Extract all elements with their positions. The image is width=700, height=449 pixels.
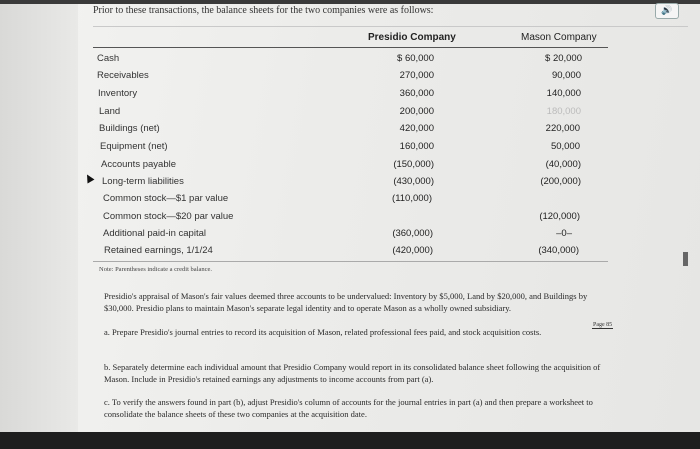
mouse-cursor-icon: [84, 173, 95, 184]
speaker-icon[interactable]: 🔊: [655, 3, 679, 19]
presidio-value: 270,000: [399, 70, 434, 81]
mason-value: 140,000: [546, 88, 581, 99]
table-note: Note: Parentheses indicate a credit balance.: [99, 266, 212, 273]
presidio-value: 420,000: [399, 123, 434, 134]
presidio-value: (360,000): [392, 228, 433, 239]
intro-text: Prior to these transactions, the balance sheets for the two companies were as follows:: [93, 5, 434, 16]
row-label: Inventory: [98, 88, 138, 99]
scroll-tab[interactable]: [683, 252, 688, 266]
header-presidio: Presidio Company: [368, 32, 456, 43]
row-label: Additional paid-in capital: [103, 228, 206, 239]
row-label: Equipment (net): [100, 141, 168, 152]
row-label: Buildings (net): [99, 123, 160, 134]
mason-value: 90,000: [551, 70, 581, 81]
mason-value: (120,000): [539, 211, 580, 222]
mason-value: 50,000: [550, 141, 580, 152]
row-label: Land: [99, 106, 121, 117]
table-header-rule: [93, 47, 608, 48]
mason-value: 180,000: [546, 106, 581, 117]
row-label: Common stock—$20 par value: [103, 211, 234, 222]
presidio-value: (150,000): [393, 159, 434, 170]
page-reference[interactable]: Page 85: [593, 322, 613, 328]
presidio-value: 360,000: [399, 88, 434, 99]
mason-value: (200,000): [540, 176, 581, 187]
question-part-a: a. Prepare Presidio's journal entries to record its acquisition of Mason, related professional fees paid, and stock acquisition costs.: [104, 327, 542, 337]
top-border: [0, 0, 700, 4]
presidio-value: 200,000: [399, 106, 434, 117]
bottom-border: [0, 432, 700, 449]
page-left-shadow: [0, 0, 78, 449]
mason-value: (340,000): [538, 245, 579, 256]
row-label: Common stock—$1 par value: [103, 193, 229, 204]
mason-value: –0–: [556, 228, 572, 239]
row-label: Cash: [97, 53, 120, 64]
presidio-value: 160,000: [399, 141, 434, 152]
problem-paragraph: Presidio's appraisal of Mason's fair values deemed three accounts to be undervalued: Inventory by $5,000, Land by $20,000, and Buildings by $30,000. Presidio plans to maintain Mason's separate legal identity and to operate Mason as a wholly owned subsidiary.: [104, 291, 588, 313]
presidio-value: (110,000): [392, 193, 432, 204]
presidio-value: $ 60,000: [397, 53, 434, 64]
presidio-value: (420,000): [392, 245, 433, 256]
header-mason: Mason Company: [521, 32, 597, 43]
table-bottom-rule: [93, 261, 608, 262]
row-label: Accounts payable: [101, 159, 176, 170]
row-label: Long-term liabilities: [102, 176, 184, 187]
mason-value: 220,000: [545, 123, 580, 134]
row-label: Retained earnings, 1/1/24: [104, 245, 213, 256]
question-part-c: c. To verify the answers found in part (b), adjust Presidio's column of accounts for the journal entries in part (a) and then prepare a worksheet to consolidate the balance sheets of these two companies at the acquisition date.: [104, 397, 593, 419]
row-label: Receivables: [97, 70, 149, 81]
table-top-rule: [93, 26, 688, 27]
mason-value: $ 20,000: [545, 53, 582, 64]
presidio-value: (430,000): [393, 176, 434, 187]
question-part-b: b. Separately determine each individual amount that Presidio Company would report in its consolidated balance sheet following the acquisition of Mason. Include in Presidio's retained earnings any adjustments to income accounts from part (a).: [104, 362, 601, 384]
mason-value: (40,000): [545, 159, 581, 170]
